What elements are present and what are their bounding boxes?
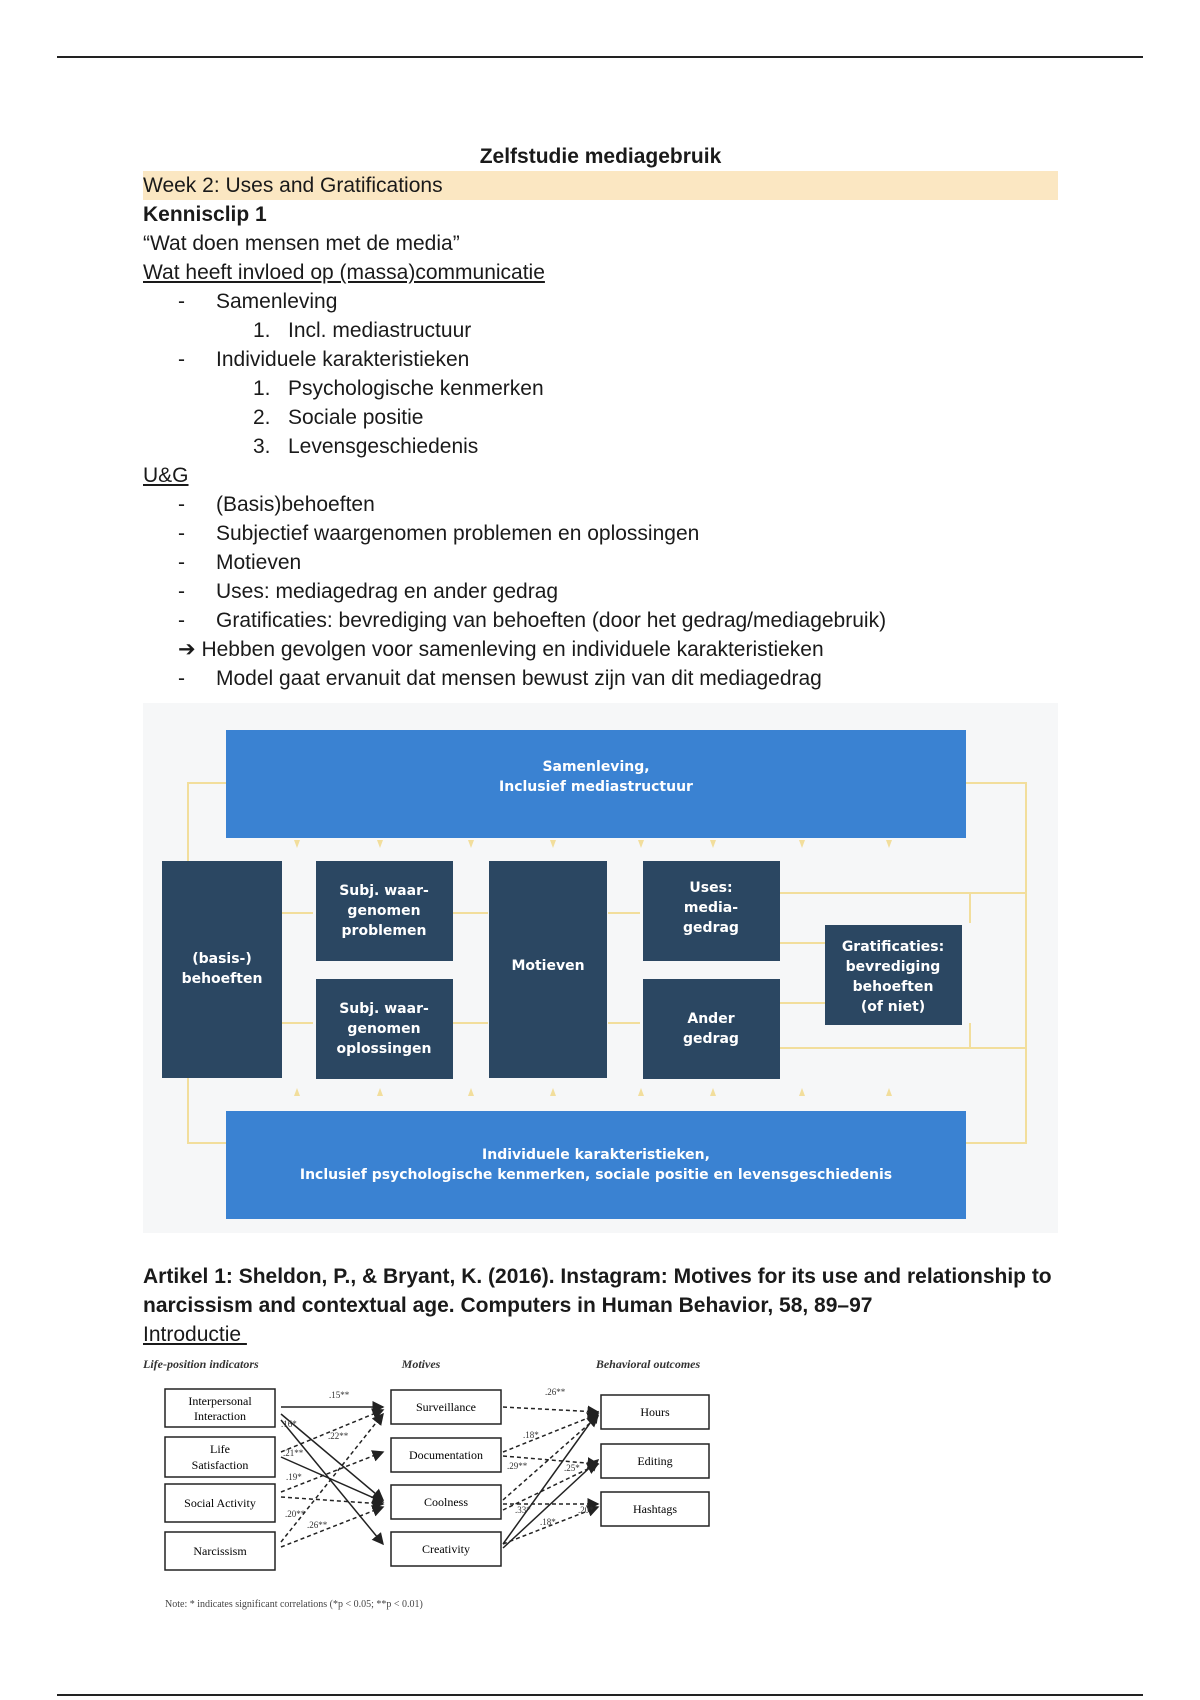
left-box-label: Interaction [194, 1409, 246, 1423]
kennisclip-heading: Kennisclip 1 [143, 203, 267, 226]
document-body [143, 142, 1058, 693]
gratificaties-label-3: behoeften [852, 979, 934, 995]
coeff-label: .20** [285, 1509, 306, 1519]
outcome-boxes [601, 1395, 709, 1526]
motive-label: Documentation [409, 1448, 483, 1462]
arrow-line: ➔ Hebben gevolgen voor samenleving en individuele karakteristieken [178, 638, 824, 661]
motive-boxes [391, 1390, 501, 1566]
top-rule [57, 56, 1143, 58]
bottom-rule [57, 1694, 1143, 1696]
ander-label-2: gedrag [683, 1031, 739, 1047]
col-head-motives: Motives [401, 1357, 441, 1371]
individuele-label: Individuele karakteristieken, [482, 1147, 710, 1163]
samenleving-sublabel: Inclusief mediastructuur [499, 779, 693, 795]
basis-label-2: behoeften [181, 971, 263, 987]
arrow-icon: ➔ [178, 638, 196, 661]
coeff-label: .22** [328, 1431, 349, 1441]
ander-gedrag-box [643, 979, 780, 1079]
col-head-outcomes: Behavioral outcomes [595, 1357, 701, 1371]
coeff-label: .33* [515, 1505, 531, 1515]
problemen-label-2: genomen [347, 903, 421, 919]
ander-label-1: Ander [687, 1011, 735, 1027]
figure-note: Note: * indicates significant correlations (*p < 0.05; **p < 0.01) [165, 1599, 423, 1610]
quote-line: “Wat doen mensen met de media” [143, 232, 460, 255]
motieven-label: Motieven [511, 958, 585, 974]
problemen-label-1: Subj. waar- [339, 883, 429, 899]
list-item: - Samenleving [178, 290, 338, 313]
coeff-label: .18* [523, 1430, 539, 1440]
uses-label-3: gedrag [683, 920, 739, 936]
article-section [143, 1262, 1058, 1349]
coeff-label: .29** [507, 1461, 528, 1471]
article-heading: Artikel 1: Sheldon, P., & Bryant, K. (2016). Instagram: Motives for its use and relationship to narcissism and contextual age. Computers in Human Behavior, 58, 89–97 [143, 1265, 1052, 1317]
samenleving-label: Samenleving, [542, 759, 650, 775]
oplossingen-label-3: oplossingen [336, 1041, 432, 1057]
outcome-label: Hours [640, 1405, 670, 1419]
section2-heading: U&G [143, 464, 189, 487]
list-item: - Motieven [178, 551, 302, 574]
instagram-path-model [143, 1352, 723, 1622]
oplossingen-label-1: Subj. waar- [339, 1001, 429, 1017]
list-item: - Gratificaties: bevrediging van behoeften (door het gedrag/mediagebruik) [178, 609, 887, 632]
outcome-label: Hashtags [633, 1502, 677, 1516]
coeff-label: .25* [564, 1463, 580, 1473]
coeff-label: .20* [578, 1505, 594, 1515]
left-box-label: Narcissism [193, 1544, 247, 1558]
left-box-label: Interpersonal [188, 1394, 252, 1408]
list-item: - Model gaat ervanuit dat mensen bewust zijn van dit mediagedrag [178, 667, 822, 690]
list-item: 1. Psychologische kenmerken [253, 377, 544, 400]
list-item: 2. Sociale positie [253, 406, 424, 429]
col-head-life-position: Life-position indicators [143, 1357, 259, 1371]
list-item: - Uses: mediagedrag en ander gedrag [178, 580, 559, 603]
coeff-label: .18* [540, 1517, 556, 1527]
individuele-sublabel: Inclusief psychologische kenmerken, sociale positie en levensgeschiedenis [299, 1167, 893, 1183]
left-box-label: Life [210, 1442, 230, 1456]
gratificaties-label-1: Gratificaties: [841, 939, 945, 955]
gratificaties-label-4: (of niet) [860, 999, 926, 1015]
coeff-label: .19* [286, 1472, 302, 1482]
outcome-label: Editing [637, 1454, 673, 1468]
coeff-label: .26** [307, 1520, 328, 1530]
uses-label-1: Uses: [689, 880, 733, 896]
uses-label-2: media- [683, 900, 739, 916]
motive-label: Surveillance [416, 1400, 476, 1414]
list-item: - (Basis)behoeften [178, 493, 375, 516]
coeff-label: .15** [329, 1390, 350, 1400]
motive-label: Creativity [422, 1542, 470, 1556]
coeff-label: .16* [281, 1419, 297, 1429]
motive-label: Coolness [423, 1495, 469, 1509]
ug-model-diagram [143, 703, 1058, 1233]
individuele-karakteristieken-box [226, 1111, 966, 1219]
life-position-boxes [165, 1389, 275, 1570]
doc-title: Zelfstudie mediagebruik [479, 145, 722, 168]
list-item: 1. Incl. mediastructuur [253, 319, 472, 342]
basis-behoeften-box [162, 861, 282, 1078]
week-heading: Week 2: Uses and Gratifications [143, 171, 1058, 200]
coeff-label: .21** [283, 1448, 304, 1458]
coeff-label: .26** [545, 1387, 566, 1397]
intro-heading: Introductie [143, 1323, 247, 1346]
basis-label-1: (basis-) [192, 951, 252, 967]
gratificaties-label-2: bevrediging [845, 959, 941, 975]
list-item: - Subjectief waargenomen problemen en oplossingen [178, 522, 700, 545]
list-item: - Individuele karakteristieken [178, 348, 470, 371]
left-box-label: Social Activity [184, 1496, 256, 1510]
problemen-label-3: problemen [341, 923, 427, 939]
section1-heading: Wat heeft invloed op (massa)communicatie [143, 261, 545, 284]
oplossingen-label-2: genomen [347, 1021, 421, 1037]
list-item: 3. Levensgeschiedenis [253, 435, 479, 458]
left-box-label: Satisfaction [191, 1458, 249, 1472]
